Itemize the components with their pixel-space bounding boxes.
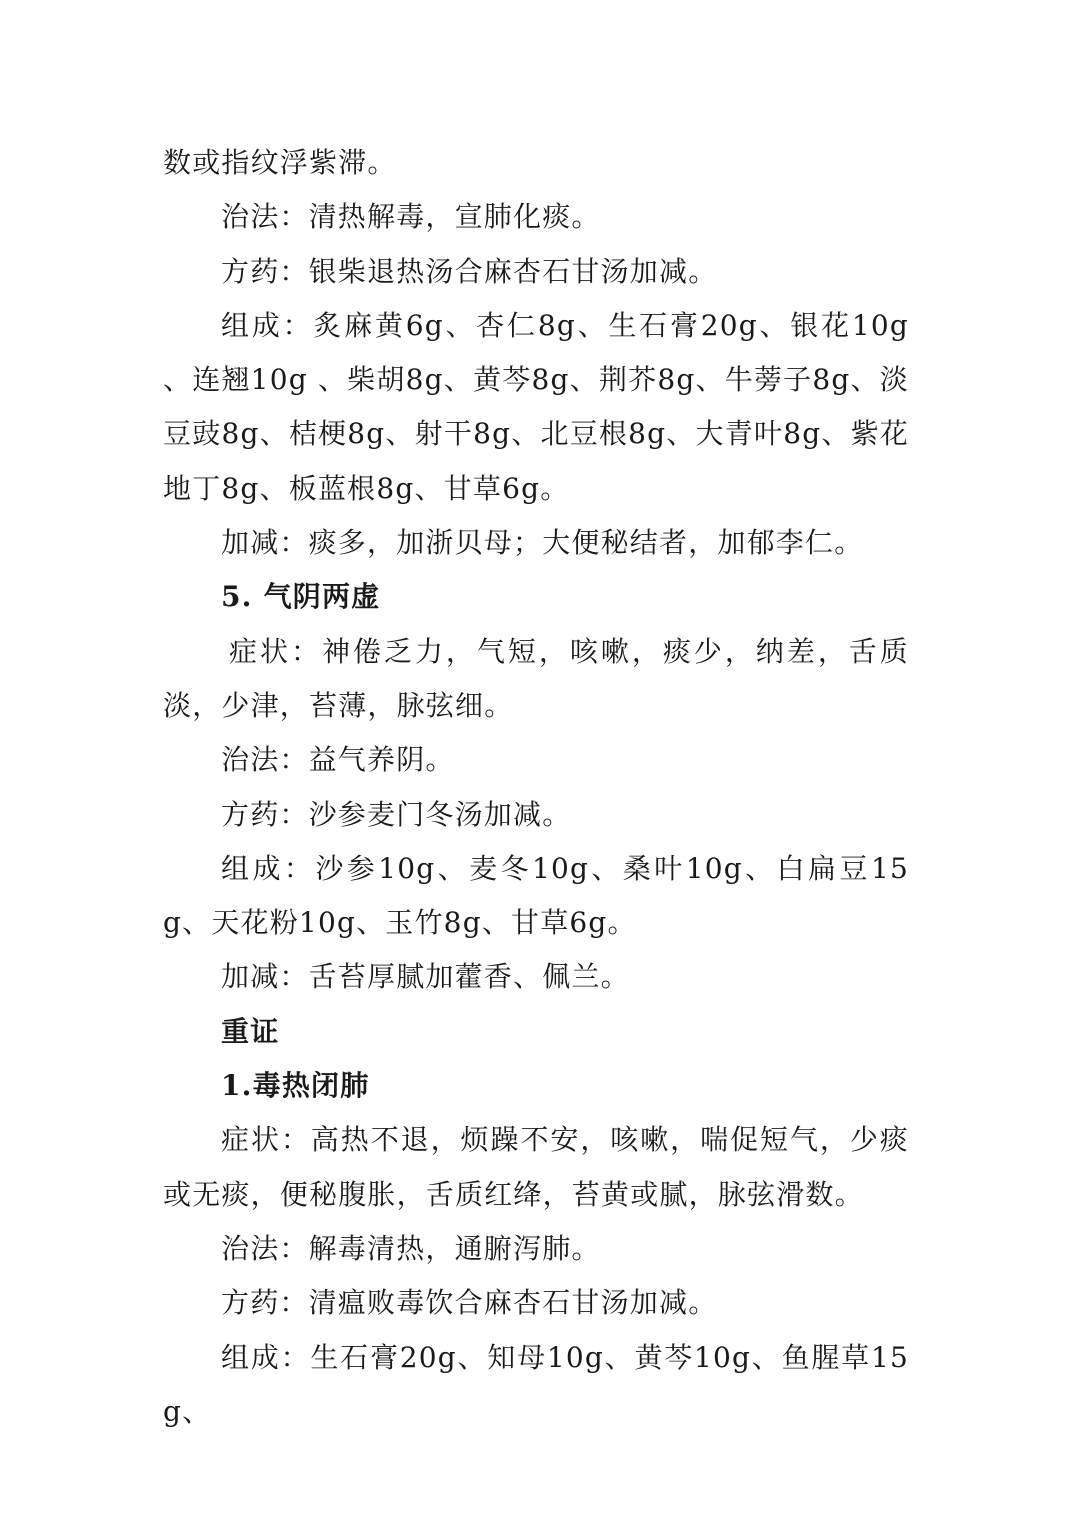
paragraph-prescription: 方药：银柴退热汤合麻杏石甘汤加减。: [221, 254, 718, 288]
paragraph-prescription: 方药：清瘟败毒饮合麻杏石甘汤加减。: [221, 1286, 718, 1320]
paragraph-symptoms: 症状：神倦乏力，气短，咳嗽，痰少，纳差，舌质淡，少津，苔薄，脉弦细。: [163, 634, 909, 722]
paragraph-composition: 组成：生石膏20g、知母10g、黄芩10g、鱼腥草15g、: [163, 1340, 909, 1428]
section-heading-qi-yin-deficiency: 5. 气阴两虚: [221, 580, 381, 614]
section-heading-toxic-heat-lung: 1.毒热闭肺: [221, 1069, 370, 1103]
paragraph-modification: 加减：舌苔厚腻加藿香、佩兰。: [221, 960, 630, 994]
paragraph-composition: 组成：沙参10g、麦冬10g、桑叶10g、白扁豆15g、天花粉10g、玉竹8g、甘草6g。: [163, 851, 909, 940]
paragraph-treatment-method: 治法：解毒清热，通腑泻肺。: [221, 1231, 601, 1265]
paragraph-composition: 组成：炙麻黄6g、杏仁8g、生石膏20g、银花10g 、连翘10g 、柴胡8g、黄芩8g、荆芥8g、牛蒡子8g、淡豆豉8g、桔梗8g、射干8g、北豆根8g、大青叶8g、紫花地丁8g、板蓝根8g、甘草6g。: [163, 308, 909, 505]
paragraph-treatment-method: 治法：益气养阴。: [221, 743, 455, 777]
paragraph-symptoms: 症状：高热不退，烦躁不安，咳嗽，喘促短气，少痰或无痰，便秘腹胀，舌质红绛，苔黄或腻，脉弦滑数。: [163, 1123, 909, 1211]
section-heading-severe: 重证: [221, 1014, 280, 1048]
paragraph-treatment-method: 治法：清热解毒，宣肺化痰。: [221, 200, 601, 234]
paragraph-prescription: 方药：沙参麦门冬汤加减。: [221, 797, 572, 831]
paragraph-continuation: 数或指纹浮紫滞。: [163, 146, 397, 179]
document-body: [163, 136, 909, 1439]
paragraph-modification: 加减：痰多，加浙贝母；大便秘结者，加郁李仁。: [221, 526, 864, 560]
